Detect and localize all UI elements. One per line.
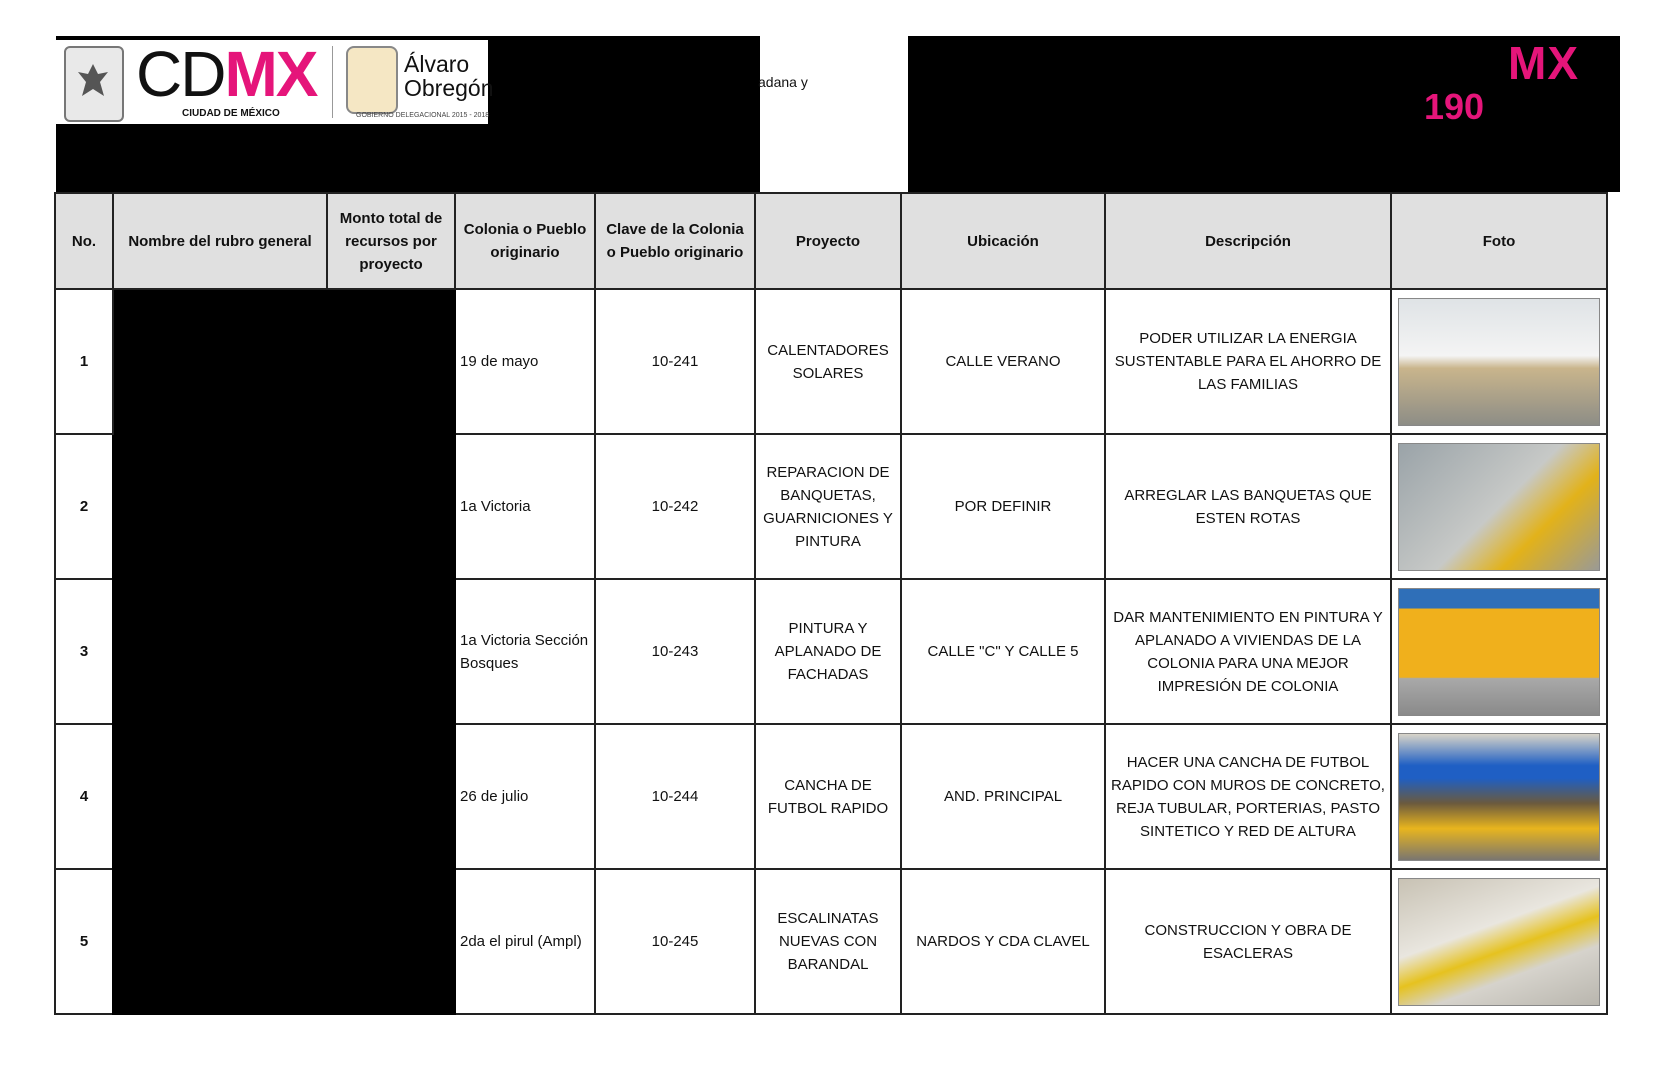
column-header-descripcion: Descripción [1105,193,1391,289]
brand-number: 190 [1424,86,1485,127]
logo-divider [332,46,333,118]
cell-descripcion: CONSTRUCCION Y OBRA DE ESACLERAS [1105,869,1391,1014]
redacted-rubro-cell [113,289,327,1014]
cell-clave: 10-242 [595,434,755,579]
cdmx-logo-subtitle: CIUDAD DE MÉXICO [182,108,280,119]
ao-line1: Álvaro [404,51,470,77]
cell-proyecto: ESCALINATAS NUEVAS CON BARANDAL [755,869,901,1014]
cell-descripcion: PODER UTILIZAR LA ENERGIA SUSTENTABLE PARA EL AHORRO DE LAS FAMILIAS [1105,289,1391,434]
cell-ubicacion: CALLE "C" Y CALLE 5 [901,579,1105,724]
coat-of-arms-logo [64,46,124,122]
project-photo [1398,298,1600,426]
cell-no: 4 [55,724,113,869]
cell-colonia: 19 de mayo [455,289,595,434]
cell-ubicacion: NARDOS Y CDA CLAVEL [901,869,1105,1014]
cell-proyecto: CALENTADORES SOLARES [755,289,901,434]
cell-foto [1391,434,1607,579]
cdmx-logo [136,38,317,110]
cell-clave: 10-244 [595,724,755,869]
cell-no: 5 [55,869,113,1014]
cdmx-logo-cd: CD [136,38,225,110]
cell-foto [1391,289,1607,434]
cell-colonia: 2da el pirul (Ampl) [455,869,595,1014]
logo-banner [56,38,494,124]
redacted-monto-cell [327,289,455,1014]
alvaro-obregon-emblem-icon [346,46,398,114]
cell-no: 1 [55,289,113,434]
cell-descripcion: DAR MANTENIMIENTO EN PINTURA Y APLANADO A VIVIENDAS DE LA COLONIA PARA UNA MEJOR IMPRESIÓN DE COLONIA [1105,579,1391,724]
header-white-strip [760,182,908,192]
cell-no: 2 [55,434,113,579]
column-header-rubro: Nombre del rubro general [113,193,327,289]
cell-ubicacion: CALLE VERANO [901,289,1105,434]
cell-no: 3 [55,579,113,724]
alvaro-obregon-logo-subtitle: GOBIERNO DELEGACIONAL 2015 - 2018 [356,112,490,119]
cell-ubicacion: POR DEFINIR [901,434,1105,579]
project-photo [1398,878,1600,1006]
cell-colonia: 26 de julio [455,724,595,869]
cell-proyecto: REPARACION DE BANQUETAS, GUARNICIONES Y PINTURA [755,434,901,579]
cell-foto [1391,724,1607,869]
cell-foto [1391,869,1607,1014]
table-header-row [55,193,1607,289]
cell-descripcion: ARREGLAR LAS BANQUETAS QUE ESTEN ROTAS [1105,434,1391,579]
cell-clave: 10-245 [595,869,755,1014]
cell-clave: 10-241 [595,289,755,434]
eagle-icon [76,62,110,102]
project-photo [1398,733,1600,861]
column-header-no: No. [55,193,113,289]
cdmx-logo-mx: MX [224,38,317,110]
cell-foto [1391,579,1607,724]
header-text-fragment: adana y [758,74,808,90]
cell-clave: 10-243 [595,579,755,724]
cell-proyecto: CANCHA DE FUTBOL RAPIDO [755,724,901,869]
ao-line2: Obregón [404,75,494,101]
column-header-proyecto: Proyecto [755,193,901,289]
cell-colonia: 1a Victoria Sección Bosques [455,579,595,724]
column-header-foto: Foto [1391,193,1607,289]
column-header-colonia: Colonia o Pueblo originario [455,193,595,289]
column-header-ubicacion: Ubicación [901,193,1105,289]
brand-mx-text: MX [1508,37,1579,89]
project-photo [1398,588,1600,716]
table-row [55,289,1607,434]
projects-table [54,192,1608,1015]
column-header-monto: Monto total de recursos por proyecto [327,193,455,289]
cell-colonia: 1a Victoria [455,434,595,579]
cell-ubicacion: AND. PRINCIPAL [901,724,1105,869]
column-header-clave: Clave de la Colonia o Pueblo originario [595,193,755,289]
alvaro-obregon-logo-text [404,52,494,100]
project-photo [1398,443,1600,571]
cell-proyecto: PINTURA Y APLANADO DE FACHADAS [755,579,901,724]
cell-descripcion: HACER UNA CANCHA DE FUTBOL RAPIDO CON MUROS DE CONCRETO, REJA TUBULAR, PORTERIAS, PASTO SINTETICO Y RED DE ALTURA [1105,724,1391,869]
